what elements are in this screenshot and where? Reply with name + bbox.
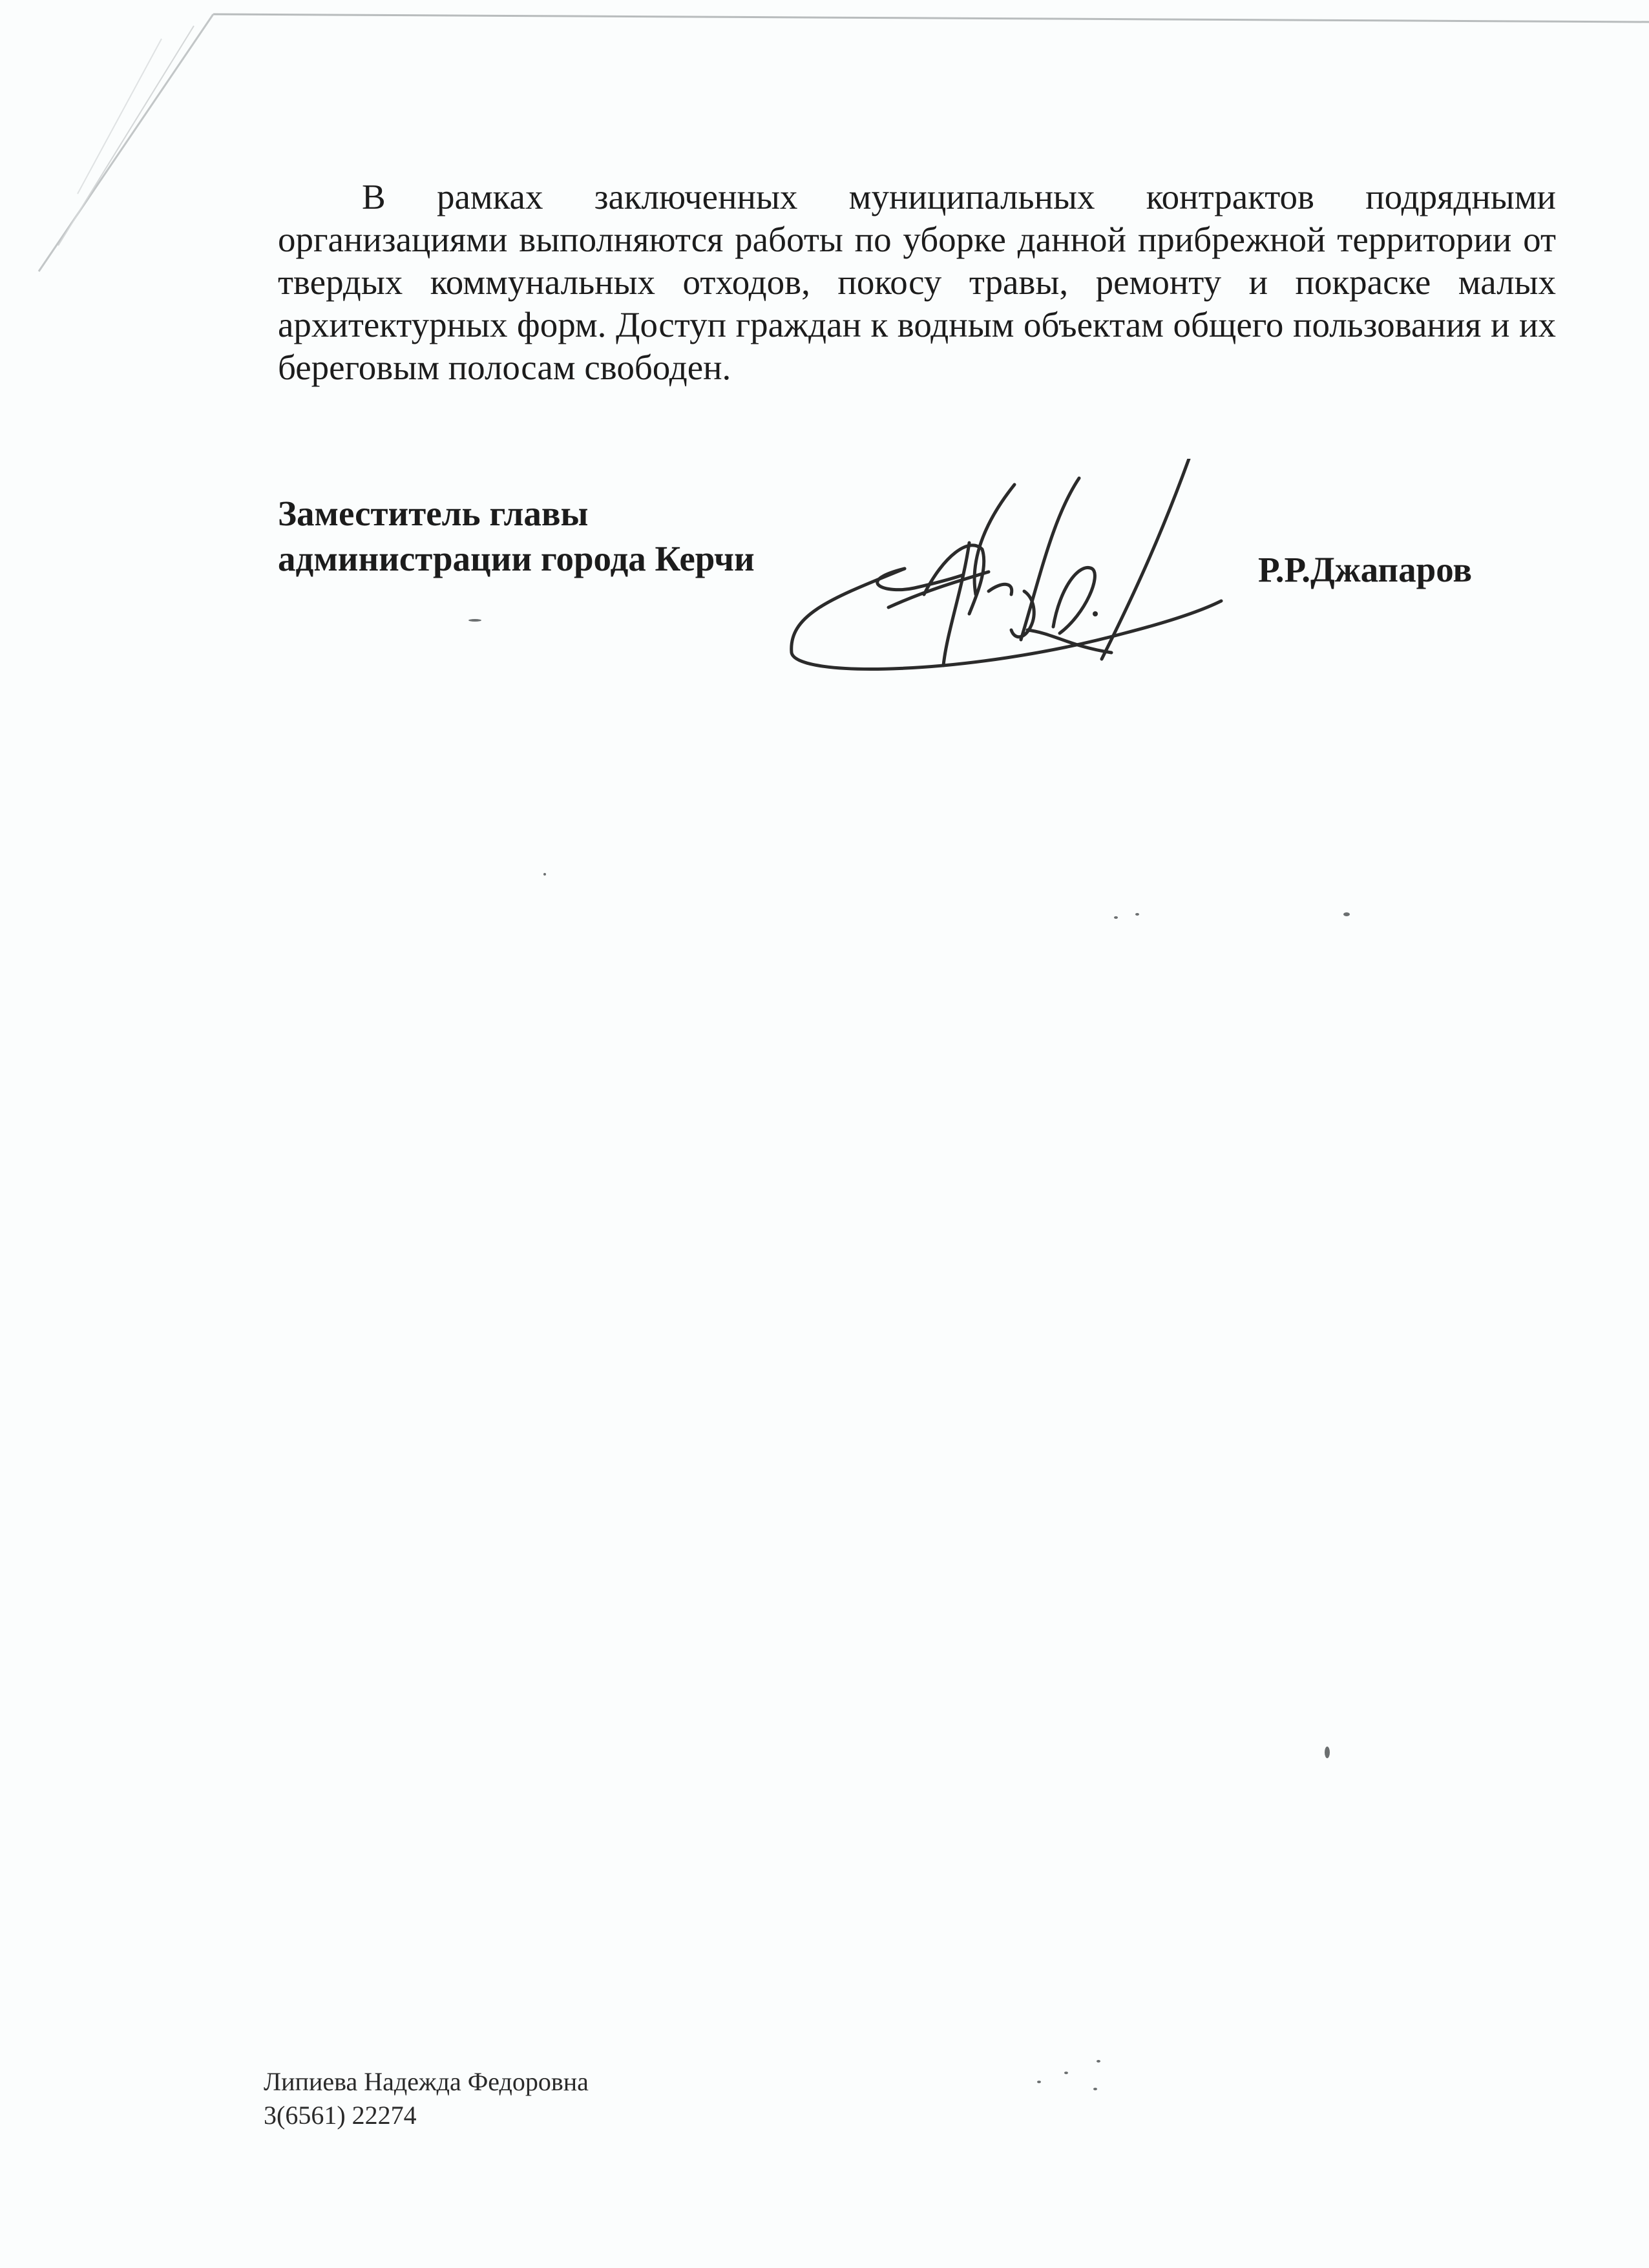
handwritten-signature [775,459,1266,691]
signer-name: Р.Р.Джапаров [1258,550,1473,589]
executor-contact [264,2065,589,2132]
body-paragraph: В рамках заключенных муниципальных контрактов подрядными организациями выполняются работы по уборке данной прибрежной территории от твердых коммунальных отходов, покосу травы, ремонту и покраске малых архитектурных форм. Доступ граждан к водным объектам общего пользования и их береговым полосам свободен. [278,177,1556,387]
executor-name: Липиева Надежда Федоровна [264,2067,589,2096]
signer-position-line1: Заместитель главы [278,494,589,533]
executor-phone: 3(6561) 22274 [264,2101,417,2130]
signer-position [278,491,755,582]
signer-position-line2: администрации города Керчи [278,539,755,578]
